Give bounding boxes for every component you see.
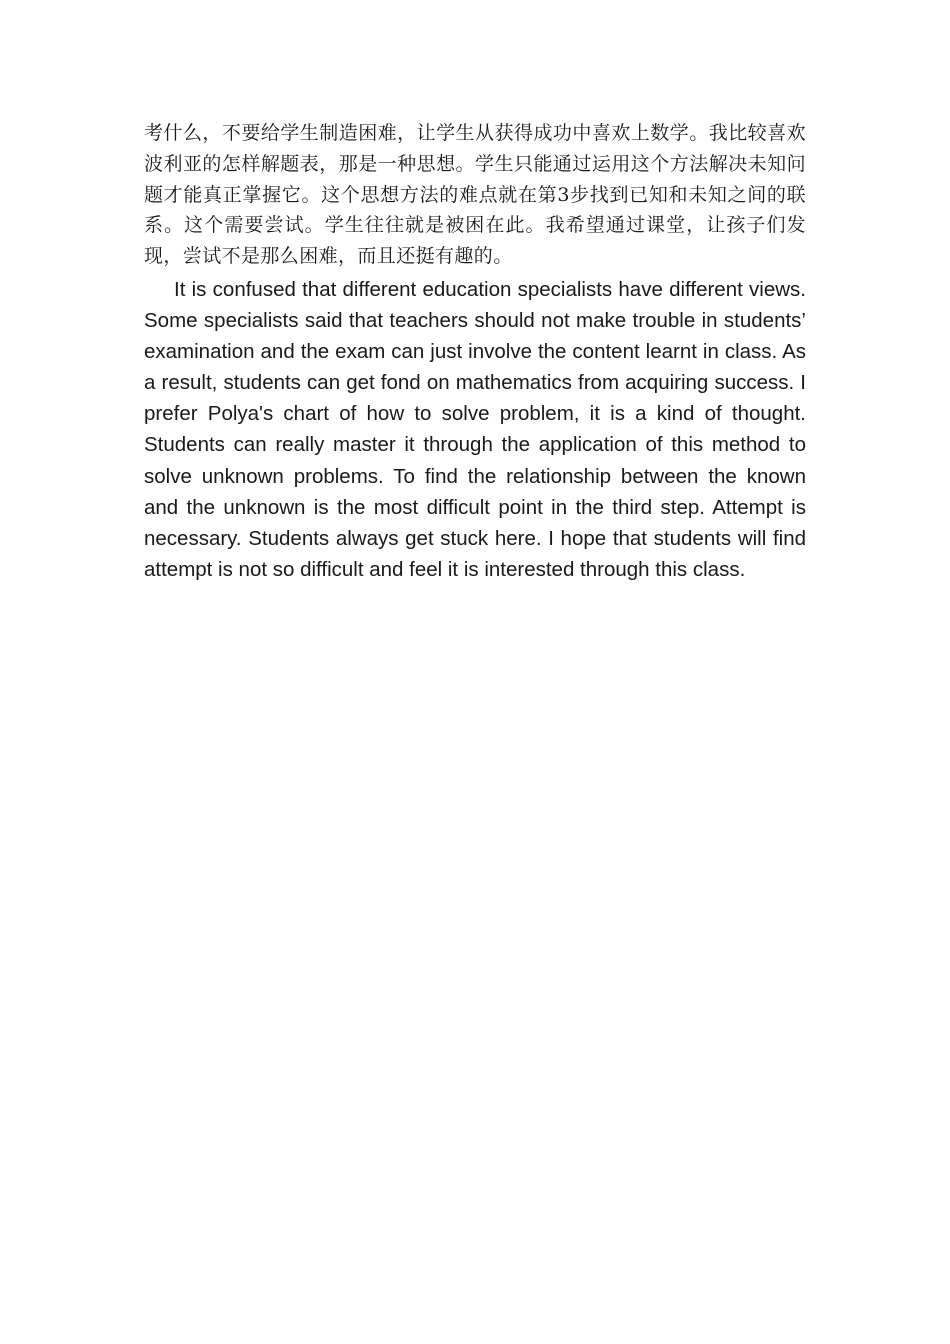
chinese-paragraph: 考什么，不要给学生制造困难，让学生从获得成功中喜欢上数学。我比较喜欢波利亚的怎样解题表，那是一种思想。学生只能通过运用这个方法解决未知问题才能真正掌握它。这个思想方法的难点就在第3步找到已知和未知之间的联系。这个需要尝试。学生往往就是被困在此。我希望通过课堂，让孩子们发现，尝试不是那么困难，而且还挺有趣的。 bbox=[144, 122, 806, 268]
english-paragraph: It is confused that different education specialists have different views. Some specialists said that teachers should not make trouble in students’ examination and the exam can just involve the content learnt in class. As a result, students can get fond on mathematics from acquiring success. I prefer Polya's chart of how to solve problem, it is a kind of thought. Students can really master it through the application of this method to solve unknown problems. To find the relationship between the known and the unknown is the most difficult point in the third step. Attempt is necessary. Students always get stuck here. I hope that students will find attempt is not so difficult and feel it is interested through this class. bbox=[144, 277, 806, 581]
document-body bbox=[144, 118, 806, 585]
